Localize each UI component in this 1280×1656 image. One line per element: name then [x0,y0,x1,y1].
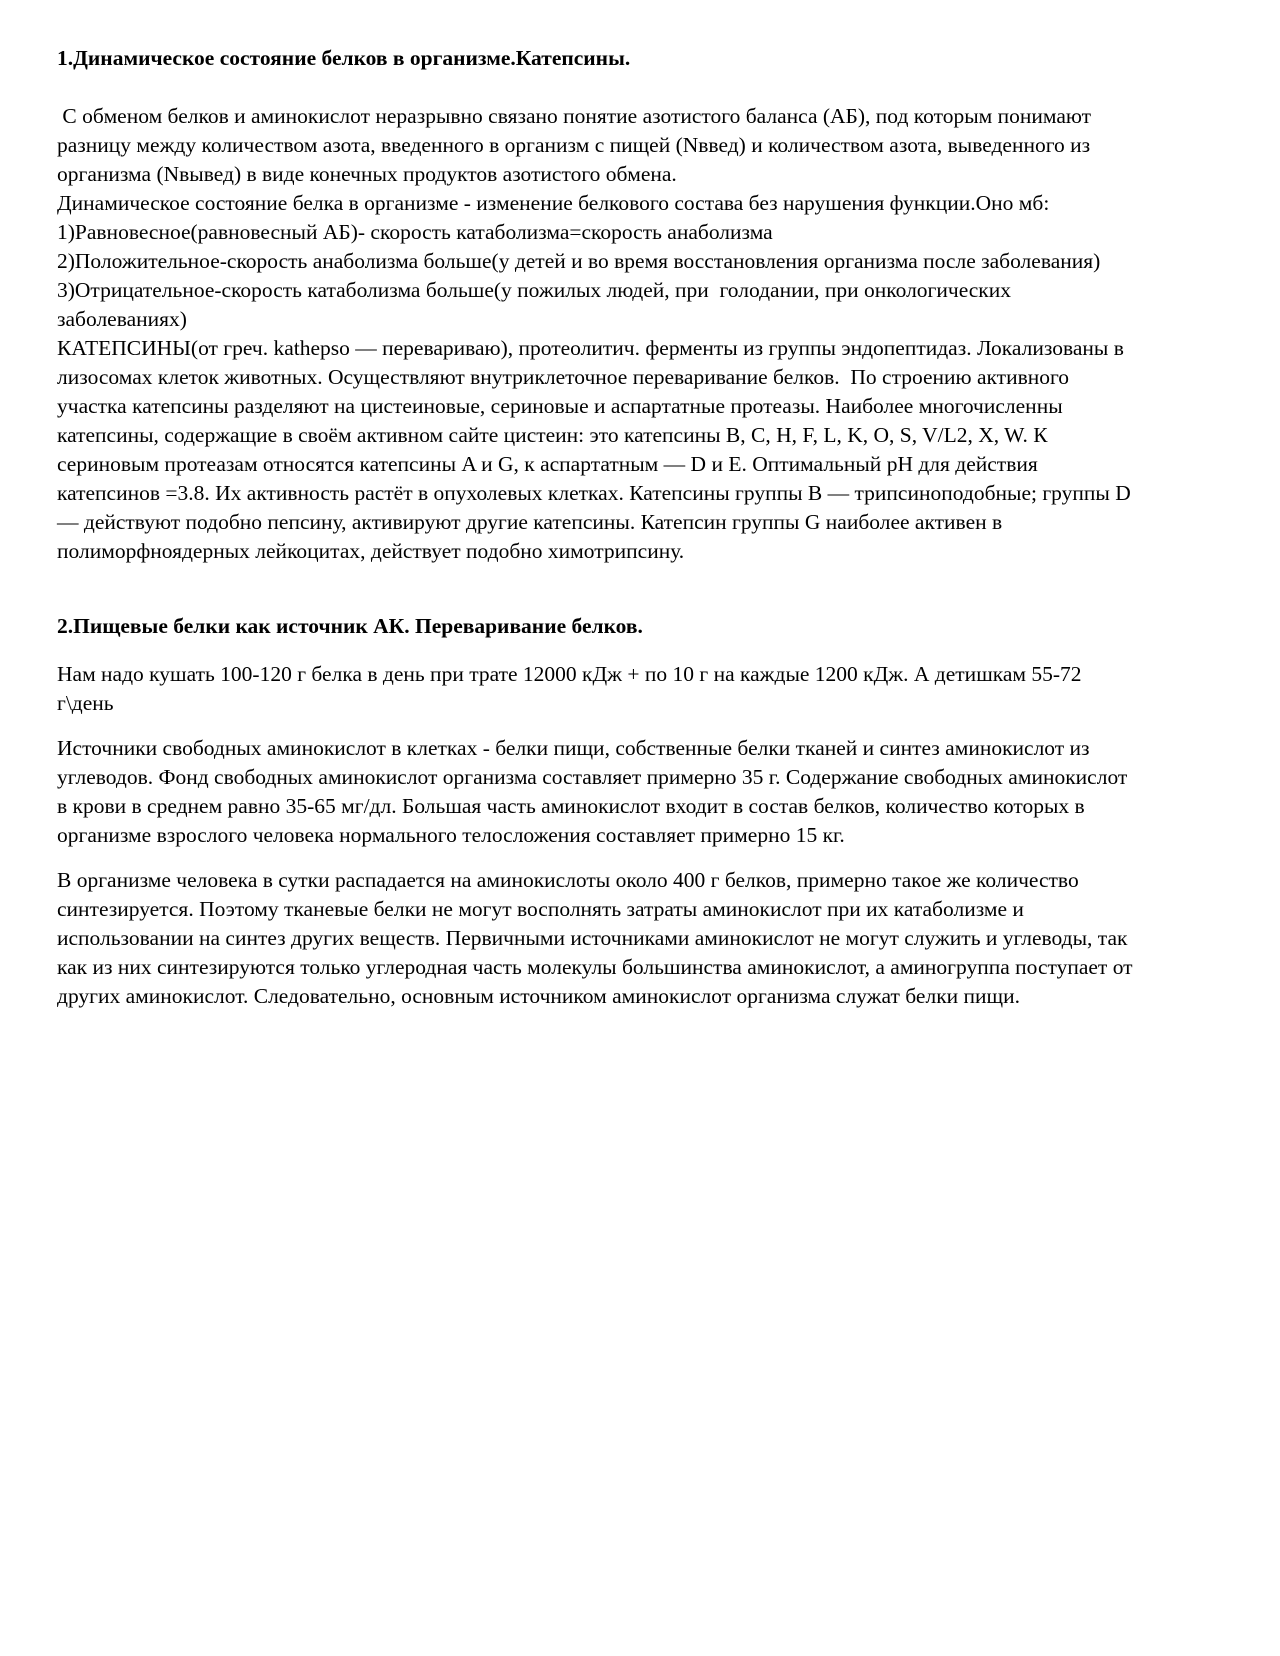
paragraph-amino-acid-sources: Источники свободных аминокислот в клетках - белки пищи, собственные белки тканей и синтез аминокислот из углеводов. Фонд свободных аминокислот организма составляет примерно 35 г. Содержание свободных аминокислот в крови в среднем равно 35-65 мг/дл. Большая часть аминокислот входит в состав белков, количество которых в организме взрослого человека нормального телосложения составляет примерно 15 кг. [57,736,1133,847]
section1-body [57,102,1135,566]
section2-body [57,660,1138,1011]
paragraph-cathepsins: КАТЕПСИНЫ(от греч. kathepso — перевариваю), протеолитич. ферменты из группы эндопептидаз. Локализованы в лизосомах клеток животных. Осуществляют внутриклеточное переваривание белков. По строению активного участка катепсины разделяют на цистеиновые, сериновые и аспартатные протеазы. Наиболее многочисленны катепсины, содержащие в своём активном сайте цистеин: это катепсины B, C, H, F, L, K, O, S, V/L2, X, W. К сериновым протеазам относятся катепсины A и G, к аспартатным — D и E. Оптимальный pH для действия катепсинов =3.8. Их активность растёт в опухолевых клетках. Катепсины группы B — трипсиноподобные; группы D — действуют подобно пепсину, активируют другие катепсины. Катепсин группы G наиболее активен в полиморфноядерных лейкоцитах, действует подобно химотрипсину. [57,336,1137,563]
paragraph-nitrogen-balance: С обменом белков и аминокислот неразрывно связано понятие азотистого баланса (АБ), под которым понимают разницу между количеством азота, введенного в организм с пищей (Nввед) и количеством азота, выведенного из организма (Nвывед) в виде конечных продуктов азотистого обмена. [57,104,1097,186]
paragraph-dynamic-state: Динамическое состояние белка в организме - изменение белкового состава без нарушения функции.Оно мб: [57,191,1050,215]
list-item-equilibrium: 1)Равновесное(равновесный АБ)- скорость катаболизма=скорость анаболизма [57,220,773,244]
list-item-positive: 2)Положительное-скорость анаболизма больше(у детей и во время восстановления организма после заболевания) [57,249,1101,273]
section2-heading: 2.Пищевые белки как источник АК. Переваривание белков. [57,614,643,638]
paragraph-protein-turnover: В организме человека в сутки распадается на аминокислоты около 400 г белков, примерно такое же количество синтезируется. Поэтому тканевые белки не могут восполнять затраты аминокислот при их катаболизме и использовании на синтез других веществ. Первичными источниками аминокислот не могут служить и углеводы, так как из них синтезируются только углеродная часть молекулы большинства аминокислот, а аминогруппа поступает от других аминокислот. Следовательно, основным источником аминокислот организма служат белки пищи. [57,868,1138,1008]
paragraph-protein-intake: Нам надо кушать 100-120 г белка в день при трате 12000 кДж + по 10 г на каждые 1200 кДж. А детишкам 55-72 г\день [57,662,1087,715]
list-item-negative: 3)Отрицательное-скорость катаболизма больше(у пожилых людей, при голодании, при онкологических заболеваниях) [57,278,1017,331]
section1-heading: 1.Динамическое состояние белков в организме.Катепсины. [57,46,631,70]
